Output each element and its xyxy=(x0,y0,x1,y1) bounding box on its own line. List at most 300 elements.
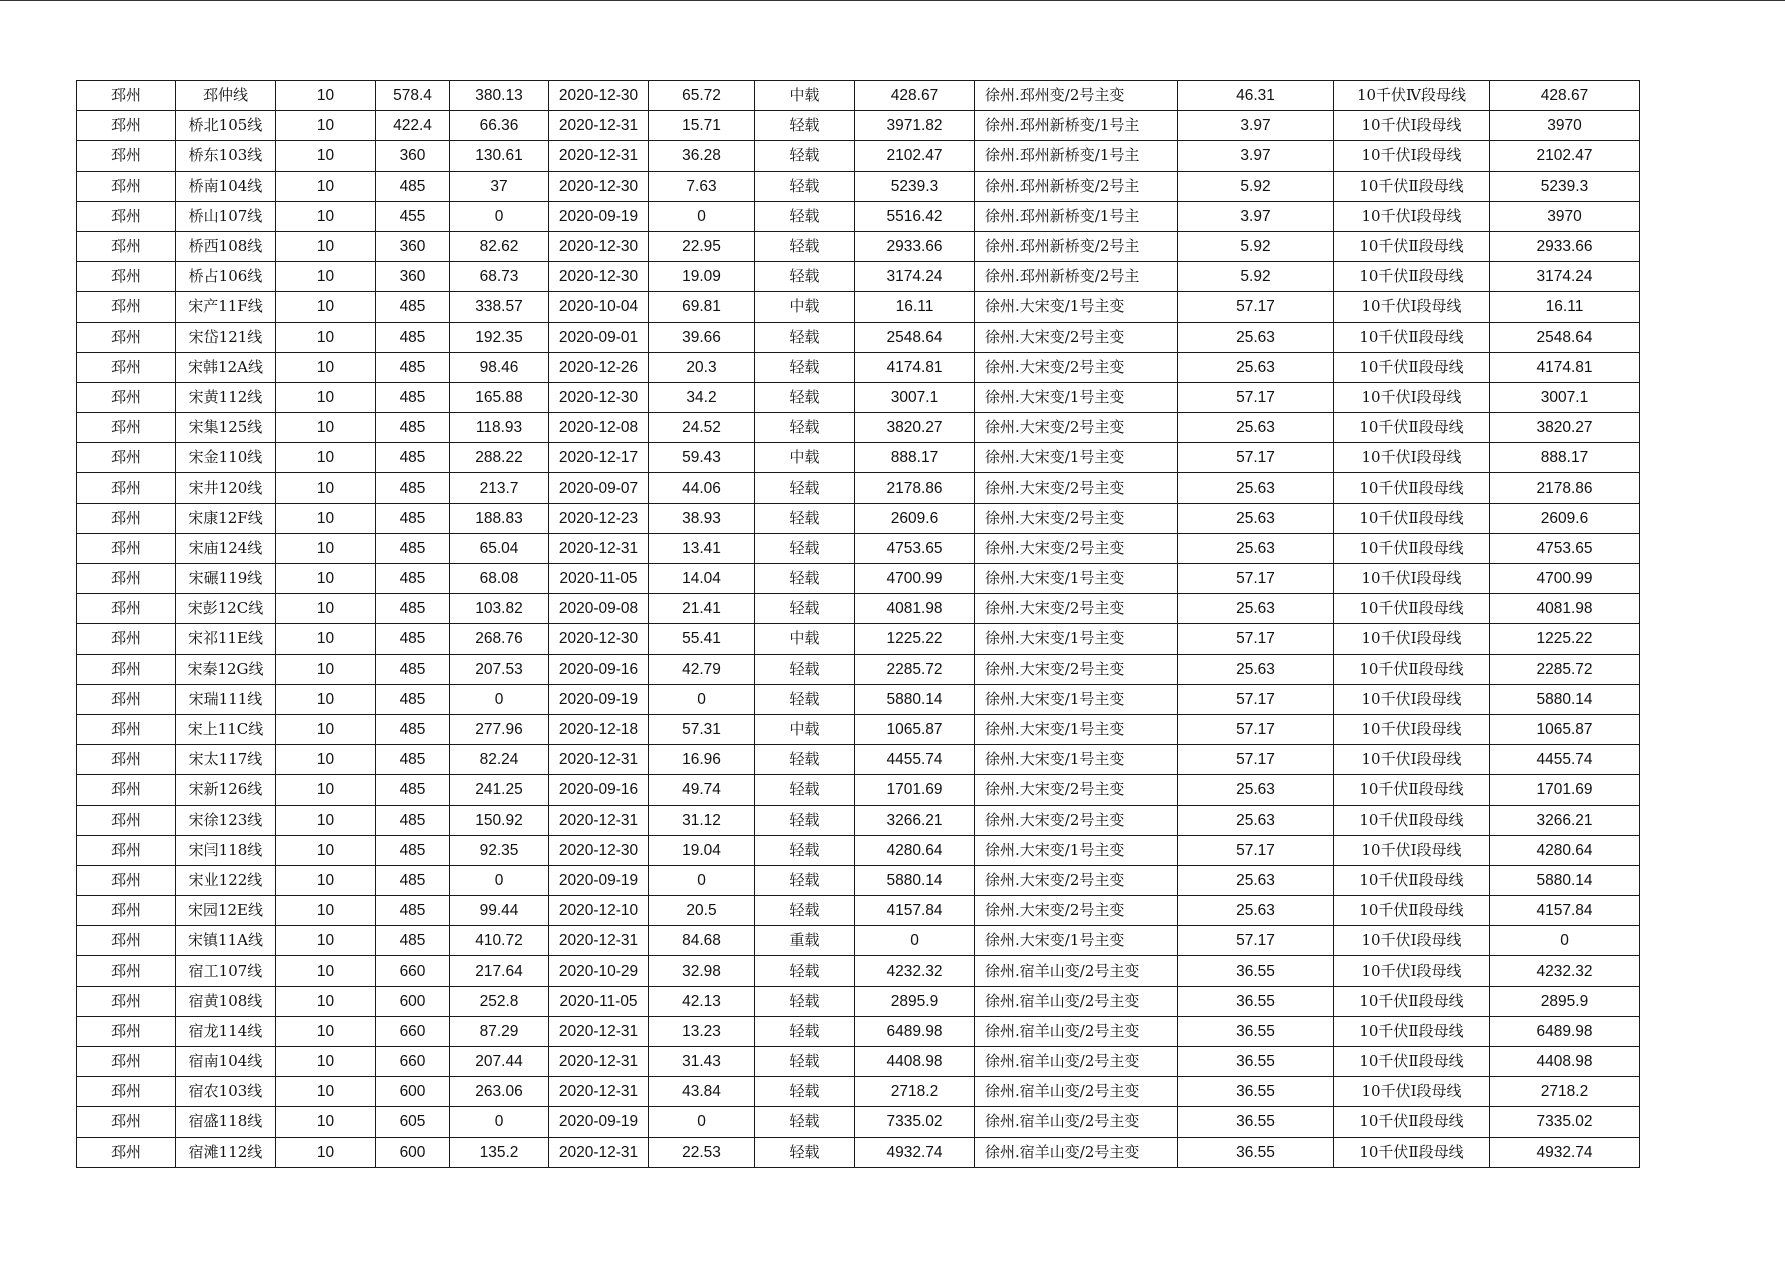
substation-transformer-cell: 徐州.大宋变/1号主变 xyxy=(975,624,1178,654)
line-name-cell: 宋太117线 xyxy=(176,745,276,775)
remaining-capacity-cell: 3174.24 xyxy=(1490,262,1640,292)
voltage-cell: 10 xyxy=(276,533,376,563)
county-cell: 邳州 xyxy=(77,292,176,322)
line-name-cell: 宿农103线 xyxy=(176,1077,276,1107)
remaining-capacity-cell: 2548.64 xyxy=(1490,322,1640,352)
line-name-cell: 宋井120线 xyxy=(176,473,276,503)
date-cell: 2020-12-26 xyxy=(549,352,649,382)
substation-transformer-cell: 徐州.大宋变/2号主变 xyxy=(975,805,1178,835)
remaining-capacity-cell: 1701.69 xyxy=(1490,775,1640,805)
load-rate-cell: 24.52 xyxy=(649,413,755,443)
rated-capacity-cell: 360 xyxy=(376,231,450,261)
load-cell: 268.76 xyxy=(450,624,549,654)
available-capacity-cell: 4174.81 xyxy=(855,352,975,382)
bus-section-cell: 10千伏Ⅰ段母线 xyxy=(1334,926,1490,956)
substation-transformer-cell: 徐州.大宋变/1号主变 xyxy=(975,382,1178,412)
table-row xyxy=(77,624,1640,654)
table-row xyxy=(77,292,1640,322)
available-capacity-cell: 0 xyxy=(855,926,975,956)
available-capacity-cell: 5880.14 xyxy=(855,865,975,895)
load-cell: 207.53 xyxy=(450,654,549,684)
rated-capacity-cell: 485 xyxy=(376,624,450,654)
load-rate-cell: 22.53 xyxy=(649,1137,755,1167)
substation-transformer-cell: 徐州.大宋变/1号主变 xyxy=(975,443,1178,473)
bus-section-cell: 10千伏Ⅰ段母线 xyxy=(1334,835,1490,865)
load-rate-cell: 69.81 xyxy=(649,292,755,322)
load-status-cell: 轻载 xyxy=(755,262,855,292)
load-status-cell: 轻载 xyxy=(755,1047,855,1077)
voltage-cell: 10 xyxy=(276,956,376,986)
load-cell: 66.36 xyxy=(450,111,549,141)
load-status-cell: 中载 xyxy=(755,81,855,111)
load-cell: 99.44 xyxy=(450,896,549,926)
remaining-capacity-cell: 4700.99 xyxy=(1490,564,1640,594)
available-capacity-cell: 2718.2 xyxy=(855,1077,975,1107)
available-capacity-cell: 4932.74 xyxy=(855,1137,975,1167)
table-row xyxy=(77,262,1640,292)
transformer-load-rate-cell: 57.17 xyxy=(1178,443,1334,473)
table-row xyxy=(77,352,1640,382)
table-row xyxy=(77,775,1640,805)
voltage-cell: 10 xyxy=(276,805,376,835)
substation-transformer-cell: 徐州.大宋变/2号主变 xyxy=(975,865,1178,895)
remaining-capacity-cell: 4232.32 xyxy=(1490,956,1640,986)
load-rate-cell: 0 xyxy=(649,684,755,714)
county-cell: 邳州 xyxy=(77,835,176,865)
voltage-cell: 10 xyxy=(276,322,376,352)
load-rate-cell: 36.28 xyxy=(649,141,755,171)
rated-capacity-cell: 360 xyxy=(376,141,450,171)
load-status-cell: 轻载 xyxy=(755,956,855,986)
load-cell: 165.88 xyxy=(450,382,549,412)
remaining-capacity-cell: 1225.22 xyxy=(1490,624,1640,654)
load-rate-cell: 84.68 xyxy=(649,926,755,956)
load-rate-cell: 38.93 xyxy=(649,503,755,533)
voltage-cell: 10 xyxy=(276,292,376,322)
substation-transformer-cell: 徐州.邳州新桥变/1号主 xyxy=(975,141,1178,171)
rated-capacity-cell: 600 xyxy=(376,986,450,1016)
remaining-capacity-cell: 4932.74 xyxy=(1490,1137,1640,1167)
voltage-cell: 10 xyxy=(276,262,376,292)
date-cell: 2020-12-31 xyxy=(549,1047,649,1077)
table-row xyxy=(77,81,1640,111)
transformer-load-rate-cell: 36.55 xyxy=(1178,1137,1334,1167)
rated-capacity-cell: 360 xyxy=(376,262,450,292)
date-cell: 2020-12-30 xyxy=(549,81,649,111)
county-cell: 邳州 xyxy=(77,1107,176,1137)
county-cell: 邳州 xyxy=(77,745,176,775)
bus-section-cell: 10千伏Ⅱ段母线 xyxy=(1334,1107,1490,1137)
substation-transformer-cell: 徐州.宿羊山变/2号主变 xyxy=(975,1047,1178,1077)
load-status-cell: 轻载 xyxy=(755,865,855,895)
rated-capacity-cell: 485 xyxy=(376,443,450,473)
transformer-load-rate-cell: 25.63 xyxy=(1178,473,1334,503)
bus-section-cell: 10千伏Ⅰ段母线 xyxy=(1334,624,1490,654)
voltage-cell: 10 xyxy=(276,141,376,171)
substation-transformer-cell: 徐州.大宋变/1号主变 xyxy=(975,292,1178,322)
rated-capacity-cell: 485 xyxy=(376,835,450,865)
available-capacity-cell: 428.67 xyxy=(855,81,975,111)
remaining-capacity-cell: 5880.14 xyxy=(1490,865,1640,895)
available-capacity-cell: 4081.98 xyxy=(855,594,975,624)
table-row xyxy=(77,956,1640,986)
rated-capacity-cell: 485 xyxy=(376,896,450,926)
load-status-cell: 轻载 xyxy=(755,594,855,624)
voltage-cell: 10 xyxy=(276,896,376,926)
rated-capacity-cell: 578.4 xyxy=(376,81,450,111)
bus-section-cell: 10千伏Ⅱ段母线 xyxy=(1334,533,1490,563)
voltage-cell: 10 xyxy=(276,684,376,714)
load-status-cell: 轻载 xyxy=(755,1137,855,1167)
voltage-cell: 10 xyxy=(276,413,376,443)
county-cell: 邳州 xyxy=(77,382,176,412)
rated-capacity-cell: 485 xyxy=(376,473,450,503)
remaining-capacity-cell: 16.11 xyxy=(1490,292,1640,322)
date-cell: 2020-12-18 xyxy=(549,714,649,744)
substation-transformer-cell: 徐州.大宋变/1号主变 xyxy=(975,714,1178,744)
date-cell: 2020-09-19 xyxy=(549,1107,649,1137)
remaining-capacity-cell: 4280.64 xyxy=(1490,835,1640,865)
table-row xyxy=(77,714,1640,744)
county-cell: 邳州 xyxy=(77,1137,176,1167)
remaining-capacity-cell: 4157.84 xyxy=(1490,896,1640,926)
bus-section-cell: 10千伏Ⅱ段母线 xyxy=(1334,896,1490,926)
bus-section-cell: 10千伏Ⅳ段母线 xyxy=(1334,81,1490,111)
remaining-capacity-cell: 4081.98 xyxy=(1490,594,1640,624)
available-capacity-cell: 3007.1 xyxy=(855,382,975,412)
date-cell: 2020-10-04 xyxy=(549,292,649,322)
line-name-cell: 桥西108线 xyxy=(176,231,276,261)
transformer-load-rate-cell: 36.55 xyxy=(1178,1077,1334,1107)
bus-section-cell: 10千伏Ⅰ段母线 xyxy=(1334,684,1490,714)
load-status-cell: 轻载 xyxy=(755,231,855,261)
date-cell: 2020-12-30 xyxy=(549,835,649,865)
line-name-cell: 宋闫118线 xyxy=(176,835,276,865)
available-capacity-cell: 16.11 xyxy=(855,292,975,322)
rated-capacity-cell: 485 xyxy=(376,865,450,895)
table-body xyxy=(77,81,1640,1168)
load-status-cell: 轻载 xyxy=(755,1077,855,1107)
load-cell: 92.35 xyxy=(450,835,549,865)
voltage-cell: 10 xyxy=(276,1137,376,1167)
load-cell: 338.57 xyxy=(450,292,549,322)
line-name-cell: 宋岱121线 xyxy=(176,322,276,352)
load-cell: 118.93 xyxy=(450,413,549,443)
date-cell: 2020-09-16 xyxy=(549,654,649,684)
substation-transformer-cell: 徐州.邳州新桥变/2号主 xyxy=(975,231,1178,261)
load-rate-cell: 21.41 xyxy=(649,594,755,624)
page-top-rule xyxy=(0,0,1785,1)
load-rate-cell: 65.72 xyxy=(649,81,755,111)
load-rate-cell: 13.23 xyxy=(649,1016,755,1046)
line-name-cell: 宋瑞111线 xyxy=(176,684,276,714)
voltage-cell: 10 xyxy=(276,986,376,1016)
load-rate-cell: 39.66 xyxy=(649,322,755,352)
bus-section-cell: 10千伏Ⅰ段母线 xyxy=(1334,956,1490,986)
date-cell: 2020-09-19 xyxy=(549,201,649,231)
transformer-load-rate-cell: 36.55 xyxy=(1178,1047,1334,1077)
date-cell: 2020-11-05 xyxy=(549,986,649,1016)
remaining-capacity-cell: 3266.21 xyxy=(1490,805,1640,835)
transformer-load-rate-cell: 57.17 xyxy=(1178,684,1334,714)
load-status-cell: 轻载 xyxy=(755,684,855,714)
line-name-cell: 宿滩112线 xyxy=(176,1137,276,1167)
available-capacity-cell: 1225.22 xyxy=(855,624,975,654)
load-status-cell: 轻载 xyxy=(755,141,855,171)
load-rate-cell: 42.79 xyxy=(649,654,755,684)
bus-section-cell: 10千伏Ⅱ段母线 xyxy=(1334,413,1490,443)
table-row xyxy=(77,503,1640,533)
rated-capacity-cell: 485 xyxy=(376,714,450,744)
load-cell: 380.13 xyxy=(450,81,549,111)
line-name-cell: 宿南104线 xyxy=(176,1047,276,1077)
load-rate-cell: 55.41 xyxy=(649,624,755,654)
table-row xyxy=(77,1107,1640,1137)
feeder-load-table xyxy=(76,80,1640,1168)
date-cell: 2020-12-30 xyxy=(549,624,649,654)
table-row xyxy=(77,231,1640,261)
load-cell: 288.22 xyxy=(450,443,549,473)
table-row xyxy=(77,1016,1640,1046)
transformer-load-rate-cell: 5.92 xyxy=(1178,231,1334,261)
load-status-cell: 轻载 xyxy=(755,201,855,231)
remaining-capacity-cell: 3970 xyxy=(1490,111,1640,141)
load-cell: 0 xyxy=(450,865,549,895)
remaining-capacity-cell: 5880.14 xyxy=(1490,684,1640,714)
load-status-cell: 轻载 xyxy=(755,473,855,503)
date-cell: 2020-12-30 xyxy=(549,231,649,261)
date-cell: 2020-09-16 xyxy=(549,775,649,805)
bus-section-cell: 10千伏Ⅱ段母线 xyxy=(1334,352,1490,382)
transformer-load-rate-cell: 57.17 xyxy=(1178,624,1334,654)
line-name-cell: 邳仲线 xyxy=(176,81,276,111)
bus-section-cell: 10千伏Ⅱ段母线 xyxy=(1334,503,1490,533)
transformer-load-rate-cell: 25.63 xyxy=(1178,896,1334,926)
load-cell: 150.92 xyxy=(450,805,549,835)
load-rate-cell: 31.12 xyxy=(649,805,755,835)
table-row xyxy=(77,382,1640,412)
date-cell: 2020-12-31 xyxy=(549,926,649,956)
remaining-capacity-cell: 2895.9 xyxy=(1490,986,1640,1016)
load-status-cell: 中载 xyxy=(755,714,855,744)
available-capacity-cell: 4408.98 xyxy=(855,1047,975,1077)
line-name-cell: 宋庙124线 xyxy=(176,533,276,563)
substation-transformer-cell: 徐州.大宋变/1号主变 xyxy=(975,564,1178,594)
table-row xyxy=(77,594,1640,624)
bus-section-cell: 10千伏Ⅰ段母线 xyxy=(1334,141,1490,171)
voltage-cell: 10 xyxy=(276,745,376,775)
remaining-capacity-cell: 888.17 xyxy=(1490,443,1640,473)
load-cell: 0 xyxy=(450,201,549,231)
county-cell: 邳州 xyxy=(77,986,176,1016)
substation-transformer-cell: 徐州.宿羊山变/2号主变 xyxy=(975,956,1178,986)
transformer-load-rate-cell: 57.17 xyxy=(1178,835,1334,865)
county-cell: 邳州 xyxy=(77,594,176,624)
load-cell: 135.2 xyxy=(450,1137,549,1167)
bus-section-cell: 10千伏Ⅱ段母线 xyxy=(1334,654,1490,684)
date-cell: 2020-09-01 xyxy=(549,322,649,352)
table-row xyxy=(77,201,1640,231)
rated-capacity-cell: 485 xyxy=(376,594,450,624)
line-name-cell: 宿龙114线 xyxy=(176,1016,276,1046)
date-cell: 2020-12-31 xyxy=(549,141,649,171)
bus-section-cell: 10千伏Ⅱ段母线 xyxy=(1334,1137,1490,1167)
line-name-cell: 桥山107线 xyxy=(176,201,276,231)
load-rate-cell: 59.43 xyxy=(649,443,755,473)
county-cell: 邳州 xyxy=(77,775,176,805)
county-cell: 邳州 xyxy=(77,654,176,684)
rated-capacity-cell: 485 xyxy=(376,292,450,322)
substation-transformer-cell: 徐州.大宋变/2号主变 xyxy=(975,473,1178,503)
transformer-load-rate-cell: 5.92 xyxy=(1178,262,1334,292)
date-cell: 2020-11-05 xyxy=(549,564,649,594)
date-cell: 2020-12-31 xyxy=(549,1137,649,1167)
line-name-cell: 桥北105线 xyxy=(176,111,276,141)
remaining-capacity-cell: 4753.65 xyxy=(1490,533,1640,563)
substation-transformer-cell: 徐州.大宋变/2号主变 xyxy=(975,654,1178,684)
rated-capacity-cell: 485 xyxy=(376,171,450,201)
available-capacity-cell: 2548.64 xyxy=(855,322,975,352)
load-rate-cell: 31.43 xyxy=(649,1047,755,1077)
load-cell: 241.25 xyxy=(450,775,549,805)
substation-transformer-cell: 徐州.宿羊山变/2号主变 xyxy=(975,1077,1178,1107)
load-status-cell: 中载 xyxy=(755,292,855,322)
load-status-cell: 轻载 xyxy=(755,835,855,865)
rated-capacity-cell: 485 xyxy=(376,533,450,563)
rated-capacity-cell: 605 xyxy=(376,1107,450,1137)
transformer-load-rate-cell: 25.63 xyxy=(1178,654,1334,684)
load-status-cell: 中载 xyxy=(755,624,855,654)
load-cell: 82.62 xyxy=(450,231,549,261)
remaining-capacity-cell: 5239.3 xyxy=(1490,171,1640,201)
substation-transformer-cell: 徐州.邳州新桥变/1号主 xyxy=(975,201,1178,231)
substation-transformer-cell: 徐州.大宋变/2号主变 xyxy=(975,896,1178,926)
load-status-cell: 轻载 xyxy=(755,171,855,201)
remaining-capacity-cell: 1065.87 xyxy=(1490,714,1640,744)
transformer-load-rate-cell: 5.92 xyxy=(1178,171,1334,201)
available-capacity-cell: 2609.6 xyxy=(855,503,975,533)
table-row xyxy=(77,413,1640,443)
county-cell: 邳州 xyxy=(77,262,176,292)
load-status-cell: 轻载 xyxy=(755,111,855,141)
substation-transformer-cell: 徐州.大宋变/2号主变 xyxy=(975,503,1178,533)
date-cell: 2020-12-30 xyxy=(549,382,649,412)
substation-transformer-cell: 徐州.大宋变/2号主变 xyxy=(975,594,1178,624)
load-cell: 82.24 xyxy=(450,745,549,775)
load-cell: 98.46 xyxy=(450,352,549,382)
load-rate-cell: 20.3 xyxy=(649,352,755,382)
available-capacity-cell: 1065.87 xyxy=(855,714,975,744)
rated-capacity-cell: 485 xyxy=(376,382,450,412)
substation-transformer-cell: 徐州.宿羊山变/2号主变 xyxy=(975,1016,1178,1046)
voltage-cell: 10 xyxy=(276,624,376,654)
load-status-cell: 轻载 xyxy=(755,413,855,443)
available-capacity-cell: 4700.99 xyxy=(855,564,975,594)
table-row xyxy=(77,322,1640,352)
available-capacity-cell: 2895.9 xyxy=(855,986,975,1016)
county-cell: 邳州 xyxy=(77,473,176,503)
available-capacity-cell: 4753.65 xyxy=(855,533,975,563)
table-row xyxy=(77,473,1640,503)
line-name-cell: 桥东103线 xyxy=(176,141,276,171)
transformer-load-rate-cell: 3.97 xyxy=(1178,141,1334,171)
voltage-cell: 10 xyxy=(276,503,376,533)
transformer-load-rate-cell: 25.63 xyxy=(1178,594,1334,624)
transformer-load-rate-cell: 36.55 xyxy=(1178,1107,1334,1137)
bus-section-cell: 10千伏Ⅱ段母线 xyxy=(1334,473,1490,503)
load-cell: 0 xyxy=(450,684,549,714)
rated-capacity-cell: 485 xyxy=(376,654,450,684)
bus-section-cell: 10千伏Ⅱ段母线 xyxy=(1334,231,1490,261)
load-cell: 103.82 xyxy=(450,594,549,624)
county-cell: 邳州 xyxy=(77,171,176,201)
bus-section-cell: 10千伏Ⅰ段母线 xyxy=(1334,443,1490,473)
voltage-cell: 10 xyxy=(276,835,376,865)
remaining-capacity-cell: 3820.27 xyxy=(1490,413,1640,443)
bus-section-cell: 10千伏Ⅱ段母线 xyxy=(1334,1047,1490,1077)
voltage-cell: 10 xyxy=(276,111,376,141)
transformer-load-rate-cell: 25.63 xyxy=(1178,413,1334,443)
available-capacity-cell: 888.17 xyxy=(855,443,975,473)
load-cell: 87.29 xyxy=(450,1016,549,1046)
load-cell: 277.96 xyxy=(450,714,549,744)
transformer-load-rate-cell: 36.55 xyxy=(1178,956,1334,986)
table-row xyxy=(77,1137,1640,1167)
load-cell: 410.72 xyxy=(450,926,549,956)
substation-transformer-cell: 徐州.大宋变/2号主变 xyxy=(975,413,1178,443)
rated-capacity-cell: 660 xyxy=(376,1016,450,1046)
available-capacity-cell: 2933.66 xyxy=(855,231,975,261)
load-status-cell: 中载 xyxy=(755,443,855,473)
bus-section-cell: 10千伏Ⅱ段母线 xyxy=(1334,1016,1490,1046)
load-rate-cell: 0 xyxy=(649,865,755,895)
line-name-cell: 宋新126线 xyxy=(176,775,276,805)
load-rate-cell: 49.74 xyxy=(649,775,755,805)
available-capacity-cell: 4232.32 xyxy=(855,956,975,986)
bus-section-cell: 10千伏Ⅰ段母线 xyxy=(1334,745,1490,775)
county-cell: 邳州 xyxy=(77,111,176,141)
transformer-load-rate-cell: 46.31 xyxy=(1178,81,1334,111)
voltage-cell: 10 xyxy=(276,865,376,895)
transformer-load-rate-cell: 57.17 xyxy=(1178,564,1334,594)
rated-capacity-cell: 600 xyxy=(376,1077,450,1107)
transformer-load-rate-cell: 25.63 xyxy=(1178,775,1334,805)
voltage-cell: 10 xyxy=(276,1016,376,1046)
line-name-cell: 宋上11C线 xyxy=(176,714,276,744)
load-status-cell: 重载 xyxy=(755,926,855,956)
date-cell: 2020-10-29 xyxy=(549,956,649,986)
load-status-cell: 轻载 xyxy=(755,805,855,835)
date-cell: 2020-12-31 xyxy=(549,533,649,563)
transformer-load-rate-cell: 36.55 xyxy=(1178,1016,1334,1046)
remaining-capacity-cell: 2285.72 xyxy=(1490,654,1640,684)
line-name-cell: 宋园12E线 xyxy=(176,896,276,926)
county-cell: 邳州 xyxy=(77,714,176,744)
voltage-cell: 10 xyxy=(276,473,376,503)
table-row xyxy=(77,896,1640,926)
county-cell: 邳州 xyxy=(77,81,176,111)
remaining-capacity-cell: 2609.6 xyxy=(1490,503,1640,533)
table-row xyxy=(77,926,1640,956)
load-cell: 217.64 xyxy=(450,956,549,986)
available-capacity-cell: 5516.42 xyxy=(855,201,975,231)
voltage-cell: 10 xyxy=(276,1107,376,1137)
rated-capacity-cell: 455 xyxy=(376,201,450,231)
rated-capacity-cell: 485 xyxy=(376,564,450,594)
load-status-cell: 轻载 xyxy=(755,986,855,1016)
load-cell: 130.61 xyxy=(450,141,549,171)
load-status-cell: 轻载 xyxy=(755,382,855,412)
